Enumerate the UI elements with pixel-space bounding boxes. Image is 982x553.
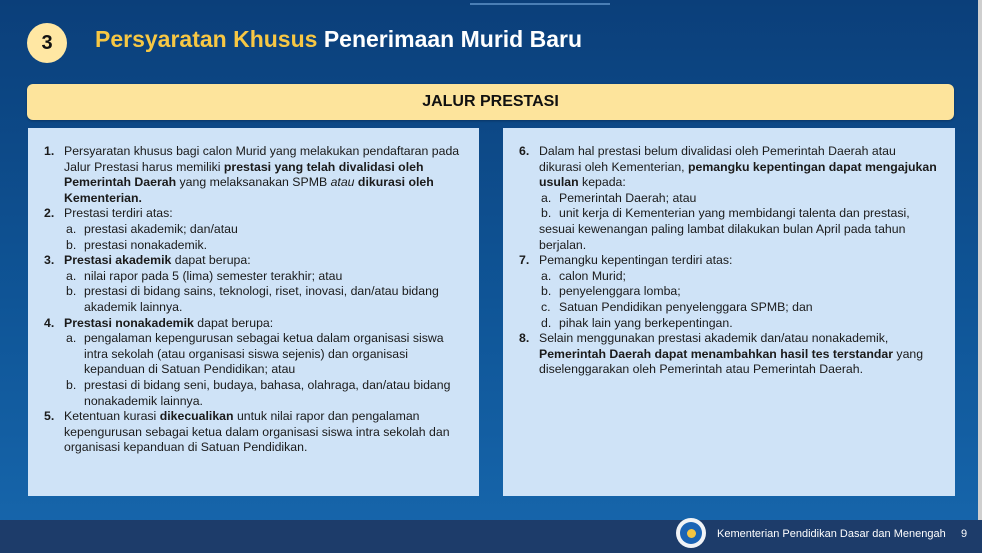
item-number: 2.: [44, 206, 55, 221]
right-edge: [978, 0, 982, 553]
item-continuation: sesuai kewenangan paling lambat dilakukan bulan April pada tahun berjalan.: [539, 221, 906, 252]
sub-item: [44, 222, 461, 238]
list-item-7: [519, 253, 937, 269]
sub-item-letter: b.: [541, 284, 552, 299]
item-bold-text: Prestasi akademik: [64, 253, 172, 268]
sub-item: [44, 238, 461, 254]
item-text: dapat berupa:: [193, 315, 274, 330]
sub-item-text: prestasi di bidang seni, budaya, bahasa, olahraga, dan/atau bidang nonakademik lainnya.: [84, 377, 451, 408]
item-bold-text: Pemerintah Daerah dapat menambahkan hasil tes terstandar: [539, 346, 894, 361]
list-item-4: [44, 316, 461, 332]
sub-item-letter: a.: [541, 268, 552, 283]
item-text: Dalam hal prestasi belum divalidasi oleh Pemerintah Daerah atau dikurasi oleh Kementerian,: [539, 144, 896, 174]
list-item-3: [44, 253, 461, 269]
sub-item: [44, 269, 461, 285]
sub-item-letter: b.: [541, 206, 552, 221]
sub-item-text: prestasi di bidang sains, teknologi, riset, inovasi, dan/atau bidang akademik lainnya.: [84, 284, 439, 314]
section-banner-label: JALUR PRESTASI: [422, 93, 559, 110]
sub-item-letter: b.: [66, 284, 77, 299]
item-bold-text: dikecualikan: [159, 409, 234, 424]
sub-item-text: prestasi akademik; dan/atau: [84, 221, 238, 236]
sub-item: [519, 191, 937, 207]
item-number: 1.: [44, 144, 55, 158]
item-text: yang diselenggarakan oleh Pemerintah atau Pemerintah Daerah.: [539, 346, 924, 377]
item-text: yang melaksanakan SPMB: [176, 175, 331, 190]
item-number: 3.: [44, 253, 55, 268]
sub-item-text: unit kerja di Kementerian yang membidangi talenta dan prestasi,: [559, 206, 910, 221]
sub-item: [44, 331, 461, 378]
item-number: 7.: [519, 253, 530, 268]
page-title-highlight: Persyaratan Khusus: [95, 26, 318, 52]
list-item-2: [44, 206, 461, 222]
item-text: Persyaratan khusus bagi calon Murid yang melakukan pendaftaran pada Jalur Prestasi harus memiliki: [64, 144, 460, 174]
item-text: kepada:: [578, 175, 626, 190]
section-number: 3: [41, 31, 53, 54]
item-text: Ketentuan kurasi: [64, 409, 160, 424]
list-item-8: [519, 331, 937, 378]
section-banner: [27, 84, 954, 120]
left-panel: [28, 128, 479, 496]
sub-item-letter: a.: [66, 268, 77, 283]
page-title-rest: Penerimaan Murid Baru: [323, 26, 583, 52]
tut-wuri-handayani-logo-icon: [676, 518, 706, 548]
item-number: 8.: [519, 331, 530, 346]
page-number: 9: [961, 528, 968, 540]
list-item-5: [44, 409, 461, 456]
sub-item-text: pihak lain yang berkepentingan.: [559, 315, 733, 330]
sub-item-letter: c.: [541, 299, 551, 314]
page-title: [95, 26, 582, 53]
item-italic-text: atau: [330, 175, 355, 190]
item-text: Pemangku kepentingan terdiri atas:: [539, 253, 733, 268]
sub-item-text: nilai rapor pada 5 (lima) semester terakhir; atau: [84, 268, 343, 283]
sub-item-letter: a.: [66, 331, 77, 346]
sub-item: [44, 378, 461, 409]
item-bold-text: Prestasi nonakademik: [64, 315, 194, 330]
item-text: Selain menggunakan prestasi akademik dan/atau nonakademik,: [539, 331, 889, 346]
item-bold-text: dikurasi oleh Kementerian.: [64, 175, 434, 205]
list-item-6: [519, 144, 937, 191]
sub-item-text: calon Murid;: [559, 268, 626, 283]
section-number-badge: [27, 23, 67, 63]
item-bold-text: pemangku kepentingan dapat mengajukan usulan: [539, 159, 937, 190]
sub-item-text: pengalaman kepengurusan sebagai ketua dalam organisasi siswa intra sekolah (atau organisasi siswa sejenis) dan organisasi kepanduan di Satuan Pendidikan; atau: [84, 331, 444, 377]
item-text: untuk nilai rapor dan pengalaman kepengurusan sebagai ketua dalam organisasi siswa intra sekolah dan organisasi kepanduan di Satuan Pendidikan.: [64, 409, 450, 455]
item-text: dapat berupa:: [171, 253, 251, 268]
sub-item: [44, 284, 461, 315]
footer-organization: Kementerian Pendidikan Dasar dan Menengah: [717, 528, 946, 540]
sub-item-letter: b.: [66, 237, 77, 252]
sub-item: [519, 284, 937, 300]
item-text: Prestasi terdiri atas:: [64, 206, 173, 221]
list-item-1: [44, 144, 461, 206]
sub-item: [519, 206, 937, 222]
sub-item: [519, 300, 937, 316]
sub-item-letter: b.: [66, 377, 77, 392]
right-panel: [503, 128, 955, 496]
sub-item-letter: a.: [541, 190, 552, 205]
sub-item-text: Pemerintah Daerah; atau: [559, 190, 697, 205]
item-number: 4.: [44, 315, 55, 330]
sub-item: [519, 316, 937, 332]
top-accent-line: [470, 3, 610, 5]
item-number: 5.: [44, 409, 55, 424]
sub-item-letter: d.: [541, 315, 552, 330]
sub-item-text: Satuan Pendidikan penyelenggara SPMB; dan: [559, 299, 813, 314]
sub-item-text: prestasi nonakademik.: [84, 237, 208, 252]
sub-item-letter: a.: [66, 221, 77, 236]
sub-item-text: penyelenggara lomba;: [559, 284, 681, 299]
item-number: 6.: [519, 144, 530, 158]
item-bold-text: prestasi yang telah divalidasi oleh Pemerintah Daerah: [64, 159, 424, 190]
sub-item: [519, 269, 937, 285]
